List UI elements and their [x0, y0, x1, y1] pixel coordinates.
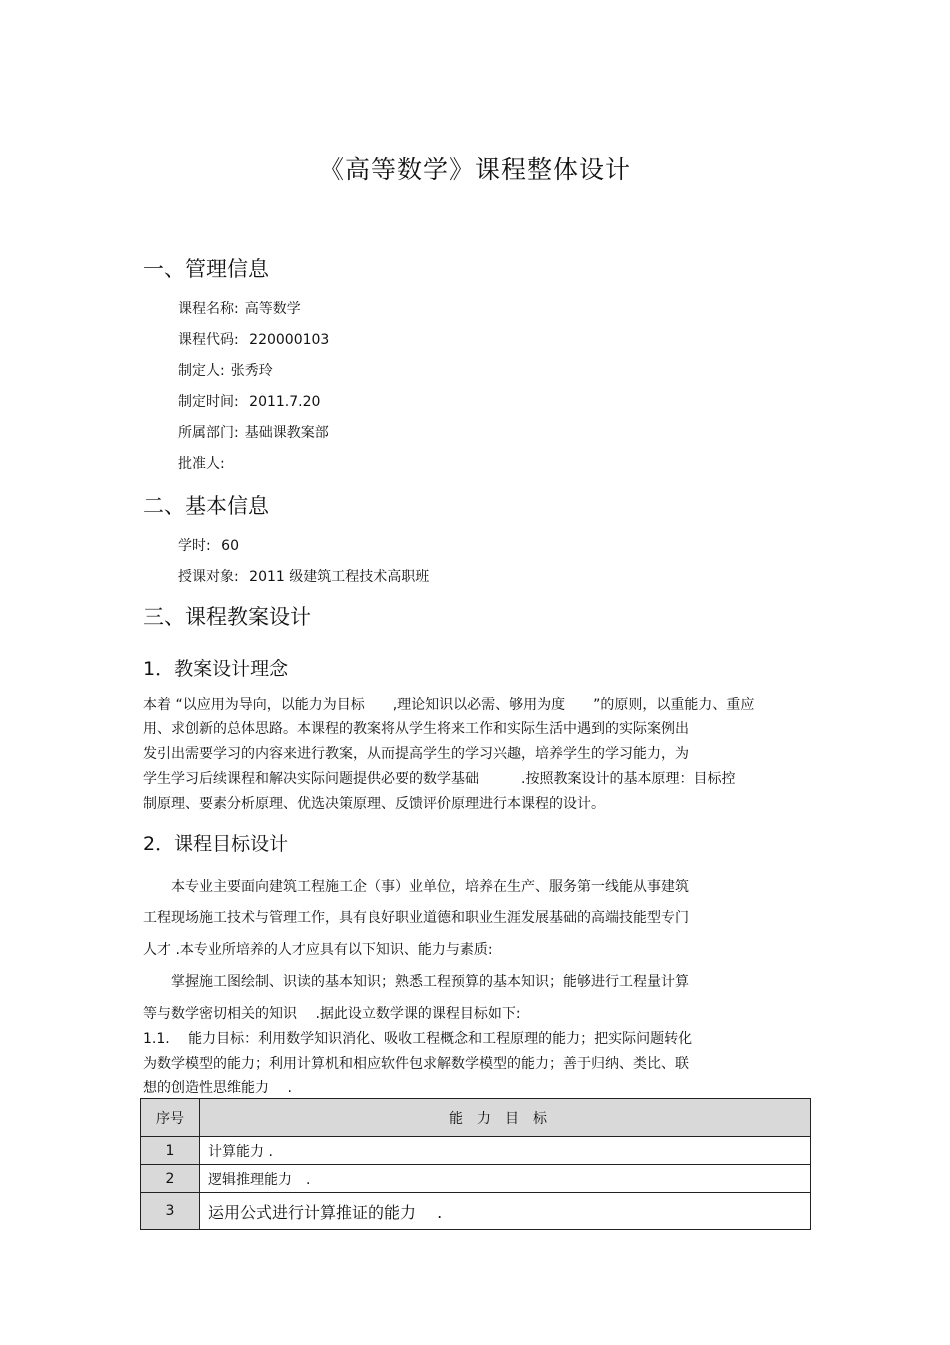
info-label: 课程代码: [178, 332, 239, 348]
section-heading-design: 三、课程教案设计 [143, 605, 311, 629]
section-heading-management: 一、管理信息 [143, 257, 269, 281]
paragraph-line: 用、求创新的总体思路。本课程的教案将从学生将来工作和实际生活中遇到的实际案例出 [143, 721, 689, 737]
info-label: 制定人: [178, 363, 225, 379]
info-hours [178, 535, 239, 555]
table-row [141, 1193, 811, 1230]
section-heading-basic: 二、基本信息 [143, 494, 269, 518]
row-text: 运用公式进行计算推证的能力 . [200, 1193, 811, 1230]
header-number: 序号 [141, 1099, 200, 1137]
row-text: 逻辑推理能力 . [200, 1165, 811, 1193]
page-title: 《高等数学》课程整体设计 [318, 155, 631, 184]
paragraph-line: 本专业主要面向建筑工程施工企（事）业单位，培养在生产、服务第一线能从事建筑 [143, 879, 689, 895]
info-value: 基础课教案部 [244, 425, 329, 441]
paragraph-line: 发引出需要学习的内容来进行教案，从而提高学生的学习兴趣，培养学生的学习能力，为 [143, 746, 689, 762]
info-value: 220000103 [244, 332, 330, 348]
paragraph-line: 掌握施工图绘制、识读的基本知识；熟悉工程预算的基本知识；能够进行工程量计算 [143, 974, 689, 990]
info-value: 2011 级建筑工程技术高职班 [244, 569, 430, 585]
subheading-goals: 2．课程目标设计 [143, 833, 289, 855]
row-text: 计算能力 . [200, 1137, 811, 1165]
info-date [178, 391, 320, 411]
info-approver [178, 453, 231, 473]
info-author [178, 360, 273, 380]
paragraph-line: 制原理、要素分析原理、优选决策原理、反馈评价原理进行本课程的设计。 [143, 796, 605, 812]
info-label: 制定时间: [178, 394, 239, 410]
info-label: 授课对象: [178, 569, 239, 585]
paragraph-line: 为数学模型的能力；利用计算机和相应软件包求解数学模型的能力；善于归纳、类比、联 [143, 1056, 689, 1072]
table-header-row [141, 1099, 811, 1137]
paragraph-line: 工程现场施工技术与管理工作，具有良好职业道德和职业生涯发展基础的高端技能型专门 [143, 910, 689, 926]
info-course-name [178, 298, 301, 318]
info-course-code [178, 329, 329, 349]
ability-goals-table [140, 1098, 811, 1230]
header-ability-goal: 能力目标 [200, 1099, 811, 1137]
info-audience [178, 566, 429, 586]
paragraph-line: 等与数学密切相关的知识 .据此设立数学课的课程目标如下: [143, 1006, 521, 1022]
paragraph-line: 本着 “以应用为导向，以能力为目标 ,理论知识以必需、够用为度 ”的原则，以重能力、重应 [143, 697, 755, 713]
row-number: 3 [141, 1193, 200, 1230]
paragraph-line: 学生学习后续课程和解决实际问题提供必要的数学基础 .按照教案设计的基本原理：目标控 [143, 771, 736, 787]
info-value: 60 [216, 538, 239, 554]
paragraph-line: 1.1. 能力目标：利用数学知识消化、吸收工程概念和工程原理的能力；把实际问题转化 [143, 1031, 693, 1047]
info-label: 课程名称: [178, 301, 239, 317]
info-value: 张秀玲 [230, 363, 273, 379]
paragraph-line: 想的创造性思维能力 . [143, 1080, 292, 1096]
row-number: 1 [141, 1137, 200, 1165]
paragraph-line: 人才 .本专业所培养的人才应具有以下知识、能力与素质: [143, 942, 493, 958]
table-row [141, 1165, 811, 1193]
info-value: 高等数学 [244, 301, 301, 317]
info-label: 批准人: [178, 456, 225, 472]
table-row [141, 1137, 811, 1165]
info-label: 学时: [178, 538, 211, 554]
info-value: 2011.7.20 [244, 394, 321, 410]
row-number: 2 [141, 1165, 200, 1193]
subheading-concept: 1．教案设计理念 [143, 658, 289, 680]
info-label: 所属部门: [178, 425, 239, 441]
info-department [178, 422, 329, 442]
